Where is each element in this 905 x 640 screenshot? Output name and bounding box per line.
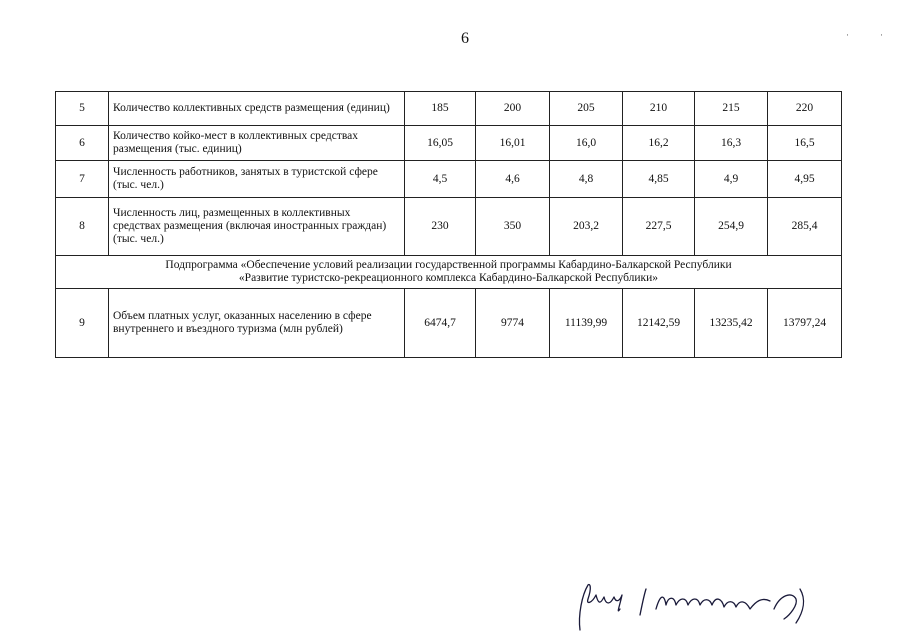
table-row (56, 126, 842, 161)
value-cell: 11139,99 (550, 289, 623, 358)
indicator-name: Количество койко-мест в коллективных средствах размещения (тыс. единиц) (109, 126, 405, 161)
indicator-name: Численность работников, занятых в туристской сфере (тыс. чел.) (109, 161, 405, 198)
row-number: 5 (56, 92, 109, 126)
value-cell: 16,2 (623, 126, 695, 161)
table-body (56, 92, 842, 358)
value-cell: 16,01 (476, 126, 550, 161)
subprogram-line-1: Подпрограмма «Обеспечение условий реализации государственной программы Кабардино-Балкарской Республики (165, 259, 732, 271)
value-cell: 185 (405, 92, 476, 126)
value-cell: 4,6 (476, 161, 550, 198)
table-row (56, 92, 842, 126)
indicator-name: Объем платных услуг, оказанных населению в сфере внутреннего и въездного туризма (млн рублей) (109, 289, 405, 358)
row-number: 7 (56, 161, 109, 198)
value-cell: 227,5 (623, 198, 695, 256)
value-cell: 13797,24 (768, 289, 842, 358)
value-cell: 13235,42 (695, 289, 768, 358)
row-number: 6 (56, 126, 109, 161)
value-cell: 215 (695, 92, 768, 126)
row-number: 9 (56, 289, 109, 358)
subprogram-row (56, 256, 842, 289)
row-number: 8 (56, 198, 109, 256)
value-cell: 205 (550, 92, 623, 126)
scan-speck: · (846, 30, 849, 40)
value-cell: 16,3 (695, 126, 768, 161)
value-cell: 4,95 (768, 161, 842, 198)
value-cell: 285,4 (768, 198, 842, 256)
value-cell: 220 (768, 92, 842, 126)
table-row (56, 161, 842, 198)
value-cell: 210 (623, 92, 695, 126)
value-cell: 6474,7 (405, 289, 476, 358)
value-cell: 12142,59 (623, 289, 695, 358)
value-cell: 254,9 (695, 198, 768, 256)
value-cell: 16,0 (550, 126, 623, 161)
value-cell: 16,5 (768, 126, 842, 161)
scan-speck: · (880, 30, 883, 40)
value-cell: 4,9 (695, 161, 768, 198)
value-cell: 200 (476, 92, 550, 126)
value-cell: 350 (476, 198, 550, 256)
handwritten-signature (570, 575, 820, 635)
value-cell: 230 (405, 198, 476, 256)
value-cell: 203,2 (550, 198, 623, 256)
value-cell: 4,5 (405, 161, 476, 198)
indicators-table (55, 91, 842, 358)
value-cell: 4,85 (623, 161, 695, 198)
indicator-name: Количество коллективных средств размещения (единиц) (109, 92, 405, 126)
value-cell: 4,8 (550, 161, 623, 198)
table-row (56, 198, 842, 256)
indicator-name: Численность лиц, размещенных в коллективных средствах размещения (включая иностранных граждан) (тыс. чел.) (109, 198, 405, 256)
value-cell: 16,05 (405, 126, 476, 161)
value-cell: 9774 (476, 289, 550, 358)
subprogram-heading (56, 256, 842, 289)
subprogram-line-2: «Развитие туристско-рекреационного комплекса Кабардино-Балкарской Республики» (238, 272, 659, 284)
table-row (56, 289, 842, 358)
page-number: 6 (461, 30, 469, 47)
